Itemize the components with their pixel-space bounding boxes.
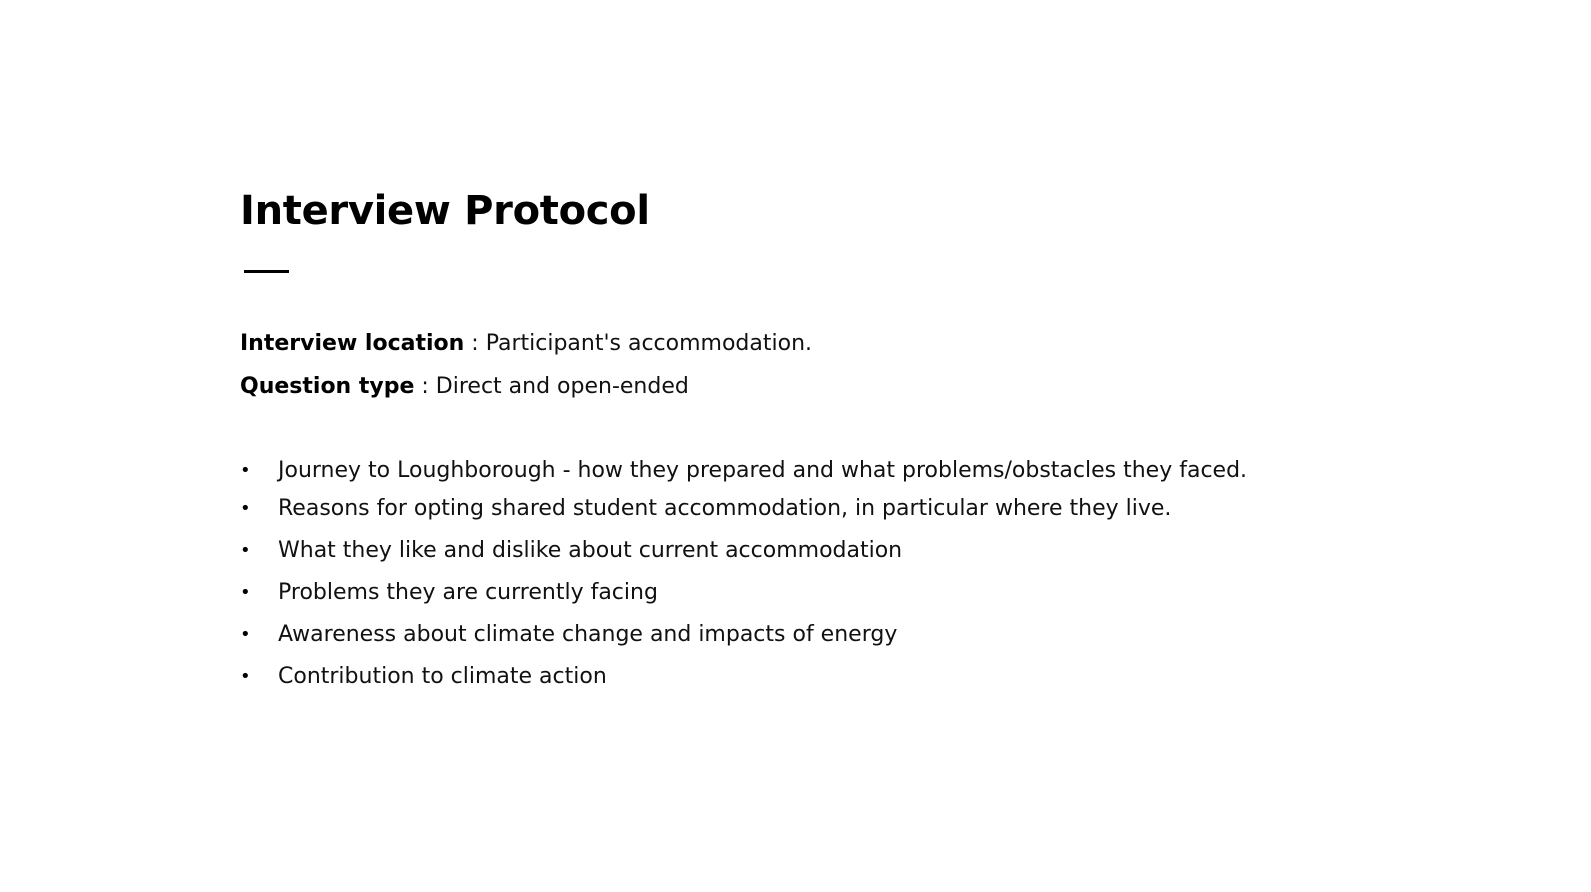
question-type-line <box>240 372 689 402</box>
bullet-icon: • <box>240 624 251 645</box>
question-type-value: : Direct and open-ended <box>414 374 689 399</box>
list-item-text: Reasons for opting shared student accommodation, in particular where they live. <box>278 496 1172 521</box>
bullet-icon: • <box>240 666 251 687</box>
bullet-icon: • <box>240 498 251 519</box>
title-underline-divider <box>244 270 289 273</box>
list-item <box>240 619 1250 651</box>
list-item-text: Contribution to climate action <box>278 664 607 689</box>
question-type-label: Question type <box>240 374 415 399</box>
list-item <box>240 577 1250 609</box>
list-item <box>240 661 1250 693</box>
list-item-text: Journey to Loughborough - how they prepared and what problems/obstacles they faced. <box>278 458 1248 483</box>
topic-bullet-list <box>240 455 1250 703</box>
list-item <box>240 535 1250 567</box>
interview-location-label: Interview location <box>240 331 465 356</box>
list-item-text: Awareness about climate change and impacts of energy <box>278 622 898 647</box>
list-item <box>240 455 1250 487</box>
page-title: Interview Protocol <box>240 188 650 234</box>
list-item-text: Problems they are currently facing <box>278 580 658 605</box>
list-item-text: What they like and dislike about current accommodation <box>278 538 903 563</box>
interview-location-value: : Participant's accommodation. <box>464 331 812 356</box>
bullet-icon: • <box>240 460 251 481</box>
interview-location-line <box>240 329 812 359</box>
list-item <box>240 493 1250 525</box>
bullet-icon: • <box>240 582 251 603</box>
bullet-icon: • <box>240 540 251 561</box>
